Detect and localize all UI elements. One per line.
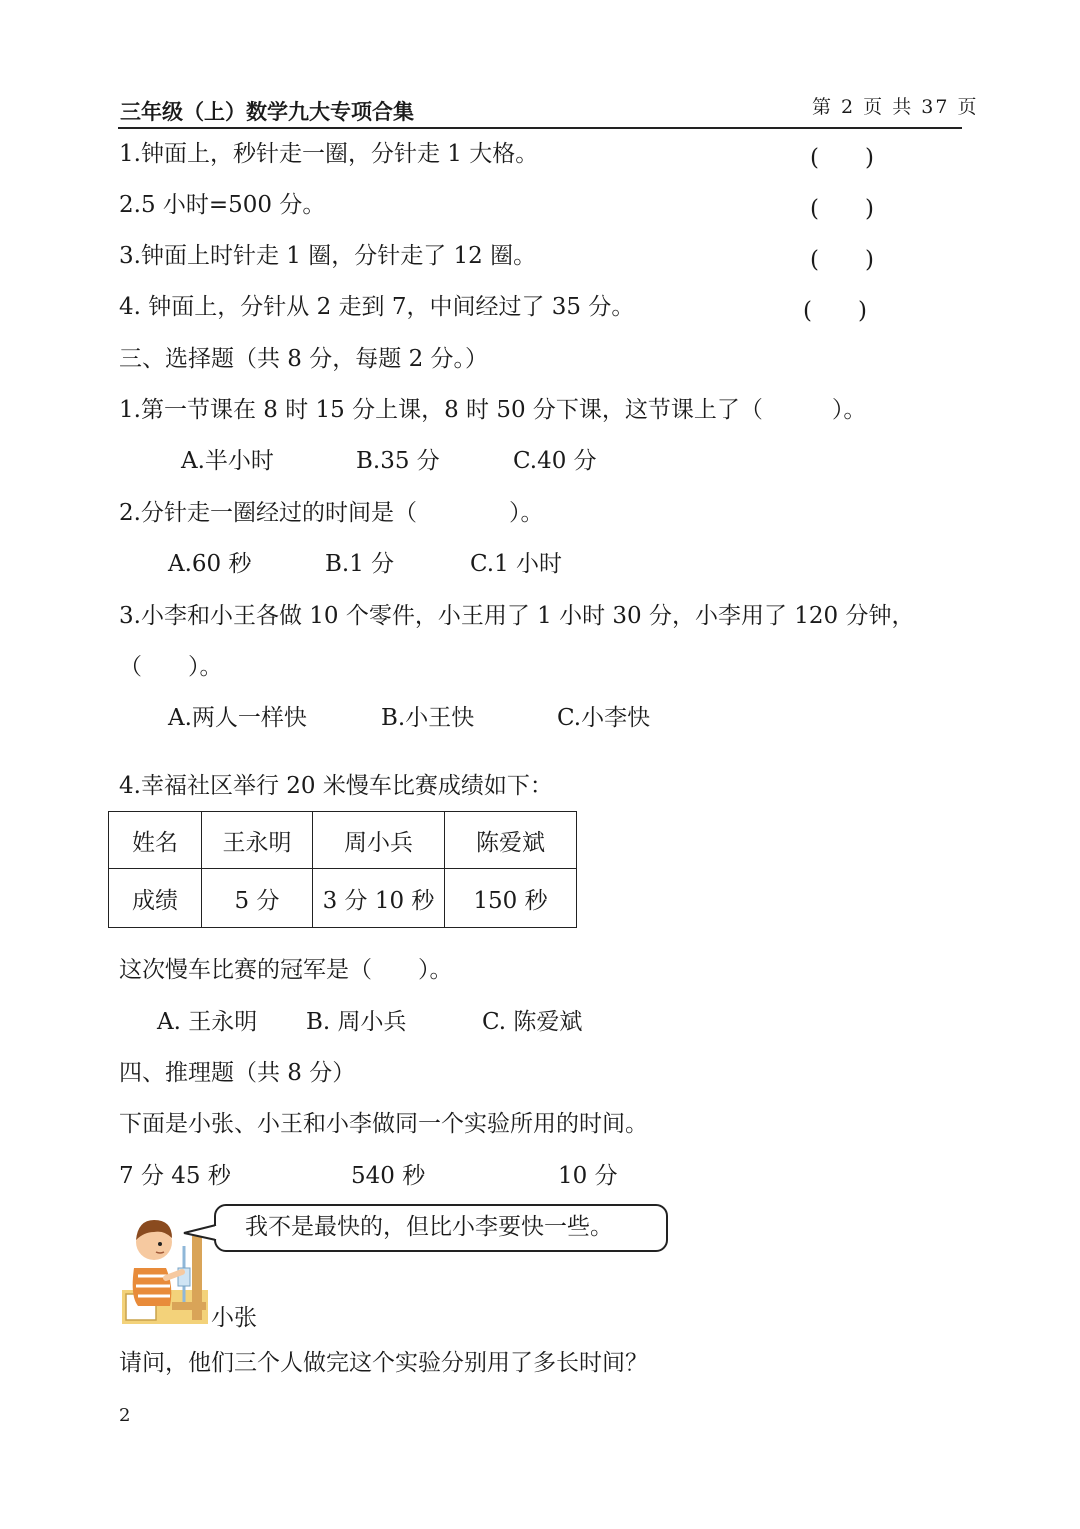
judge-question-1: 1.钟面上，秒针走一圈，分针走 1 大格。	[119, 141, 539, 167]
time-value-1: 7 分 45 秒	[119, 1163, 231, 1189]
time-value-2: 540 秒	[351, 1163, 426, 1189]
header-divider	[118, 127, 962, 129]
table-row	[109, 812, 577, 869]
q3-option-b: B.小王快	[381, 705, 475, 731]
q4-option-b: B. 周小兵	[306, 1009, 407, 1035]
table-cell: 周小兵	[313, 812, 445, 869]
table-row	[109, 869, 577, 928]
table-cell: 150 秒	[445, 869, 577, 928]
q4-option-c: C. 陈爱斌	[482, 1009, 583, 1035]
section4-intro: 下面是小张、小王和小李做同一个实验所用的时间。	[119, 1111, 648, 1137]
choice-question-3-blank: （ ）。	[119, 654, 223, 680]
table-cell: 王永明	[202, 812, 313, 869]
judge-answer-paren-3: ( )	[810, 247, 874, 273]
q4-option-a: A. 王永明	[157, 1009, 258, 1035]
speech-bubble-tail	[182, 1222, 218, 1244]
choice-question-1: 1.第一节课在 8 时 15 分上课，8 时 50 分下课，这节课上了（ ）。	[119, 397, 867, 423]
judge-answer-paren-4: ( )	[803, 298, 867, 324]
header-title: 三年级（上）数学九大专项合集	[120, 100, 414, 124]
judge-answer-paren-1: ( )	[810, 145, 874, 171]
judge-question-3: 3.钟面上时针走 1 圈，分针走了 12 圈。	[119, 243, 537, 269]
q1-option-b: B.35 分	[356, 448, 440, 474]
speaker-label: 小张	[211, 1305, 257, 1331]
q4-question: 这次慢车比赛的冠军是（ ）。	[119, 957, 453, 983]
judge-question-4: 4. 钟面上，分针从 2 走到 7，中间经过了 35 分。	[119, 294, 635, 320]
choice-question-2: 2.分针走一圈经过的时间是（ ）。	[119, 500, 544, 526]
choice-question-4: 4.幸福社区举行 20 米慢车比赛成绩如下：	[119, 773, 553, 799]
q3-option-c: C.小李快	[557, 705, 651, 731]
q2-option-b: B.1 分	[325, 551, 395, 577]
header-page-info: 第 2 页 共 37 页	[812, 96, 979, 118]
judge-question-2: 2.5 小时=500 分。	[119, 192, 326, 218]
time-value-3: 10 分	[558, 1163, 618, 1189]
section4-question: 请问，他们三个人做完这个实验分别用了多长时间？	[119, 1350, 648, 1376]
section4-title: 四、推理题（共 8 分）	[119, 1060, 356, 1086]
speech-bubble-text: 我不是最快的，但比小李要快一些。	[245, 1214, 613, 1240]
q3-option-a: A.两人一样快	[168, 705, 307, 731]
table-cell: 成绩	[109, 869, 202, 928]
race-results-table	[108, 811, 577, 928]
q2-option-a: A.60 秒	[168, 551, 252, 577]
page-number: 2	[119, 1405, 131, 1426]
table-cell: 陈爱斌	[445, 812, 577, 869]
q1-option-c: C.40 分	[513, 448, 597, 474]
table-cell: 5 分	[202, 869, 313, 928]
q2-option-c: C.1 小时	[470, 551, 563, 577]
judge-answer-paren-2: ( )	[810, 196, 874, 222]
q1-option-a: A.半小时	[181, 448, 274, 474]
section3-title: 三、选择题（共 8 分，每题 2 分。）	[119, 346, 489, 372]
table-cell: 姓名	[109, 812, 202, 869]
table-cell: 3 分 10 秒	[313, 869, 445, 928]
choice-question-3: 3.小李和小王各做 10 个零件，小王用了 1 小时 30 分，小李用了 120 分钟，	[119, 603, 915, 629]
